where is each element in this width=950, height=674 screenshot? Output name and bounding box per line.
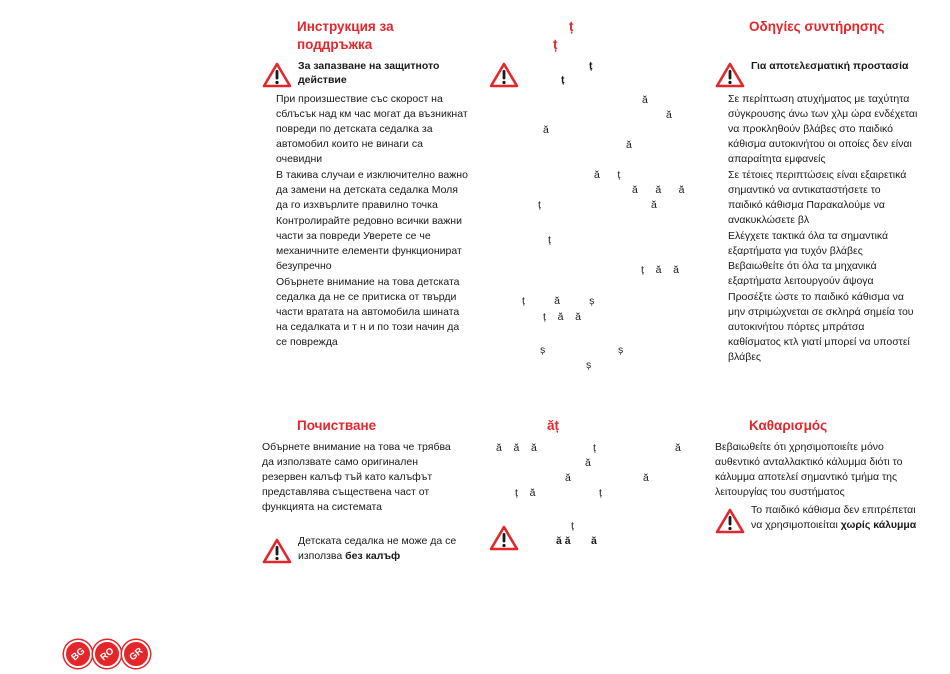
ro-text-fragment: ț bbox=[548, 234, 551, 246]
ro-text-fragment: ț ă ă bbox=[641, 264, 679, 276]
ro-text-fragment: ș bbox=[618, 344, 624, 356]
ro-text-fragment: ț bbox=[593, 442, 596, 454]
ro-text-fragment: ă bbox=[585, 457, 591, 469]
warning-icon bbox=[489, 525, 519, 551]
gr-cover-warning-text: Το παιδικό κάθισμα δεν επιτρέπεται να χρησιμοποιείται bbox=[751, 504, 916, 531]
ro-text-fragment: ă bbox=[565, 472, 571, 484]
gr-paragraph: Ελέγχετε τακτικά όλα τα σημαντικά εξαρτήματα για τυχόν βλάβες Βεβαιωθείτε ότι όλα τα μηχανικά εξαρτήματα λειτουργούν άψογα bbox=[728, 230, 889, 287]
ro-text-fragment: ș bbox=[586, 359, 592, 371]
bg-maintenance-title: Инструкция за поддръжка bbox=[297, 19, 394, 52]
language-badges bbox=[62, 636, 152, 670]
warning-icon bbox=[489, 62, 519, 88]
language-badge-gr: GR bbox=[116, 634, 155, 673]
ro-cover-warning-fragment: ă ă ă bbox=[556, 535, 597, 547]
warning-icon bbox=[715, 62, 745, 88]
gr-protection-warning: Για αποτελεσματική προστασία bbox=[751, 60, 909, 72]
ro-text-fragment: ă bbox=[626, 139, 632, 151]
ro-warning-fragment: ț bbox=[589, 60, 593, 72]
ro-text-fragment: ț bbox=[538, 199, 541, 211]
gr-maintenance-title: Οδηγίες συντήρησης bbox=[749, 19, 885, 34]
bg-protection-warning: За запазване на защитното действие bbox=[298, 60, 440, 86]
gr-cleaning-title: Καθαρισμός bbox=[749, 418, 828, 433]
ro-text-fragment: ț bbox=[599, 487, 602, 499]
bg-cover-warning bbox=[298, 534, 468, 564]
ro-text-fragment: ț ă ă bbox=[543, 311, 581, 323]
gr-paragraph: Σε περίπτωση ατυχήματος με ταχύτητα σύγκρουσης άνω των χλμ ώρα ενδέχεται να προκληθούν βλάβες στο παιδικό κάθισμα αυτοκινήτου οι οποίες δεν είναι απαραίτητα εμφανείς bbox=[728, 93, 918, 165]
language-badge-bg: BG bbox=[58, 634, 97, 673]
bg-cover-warning-bold: без калъф bbox=[345, 550, 401, 562]
ro-text-fragment: ă bbox=[651, 199, 657, 211]
ro-text-fragment: ț ă bbox=[515, 487, 536, 499]
ro-cleaning-title: ăț bbox=[547, 418, 560, 433]
gr-cleaning-text: Βεβαιωθείτε ότι χρησιμοποιείτε μόνο αυθεντικό ανταλλακτικό κάλυμμα διότι το κάλυμμα αποτελεί σημαντικό τμήμα της λειτουργίας του συστήματος bbox=[715, 441, 903, 498]
ro-text-fragment: ă ă ă bbox=[496, 442, 537, 454]
gr-cover-warning-bold: χωρίς κάλυμμα bbox=[840, 519, 917, 531]
bg-paragraph: Контролирайте редовно всички важни части за повреди Уверете се че механичните елементи функционират безупречно bbox=[276, 215, 462, 272]
ro-title-fragment: ț bbox=[569, 19, 574, 34]
bg-paragraphs bbox=[276, 92, 468, 351]
warning-icon bbox=[715, 508, 745, 534]
gr-paragraph: Προσέξτε ώστε το παιδικό κάθισμα να μην στριμώχνεται σε σκληρά σημεία του αυτοκινήτου πόρτες μπράτσα καθίσματος κτλ γιατί μπορεί να υποστεί βλάβες bbox=[728, 291, 914, 363]
ro-title-fragment: ț bbox=[553, 37, 558, 52]
gr-cover-warning bbox=[751, 503, 921, 533]
ro-text-fragment: ș bbox=[540, 344, 546, 356]
ro-text-fragment: ă bbox=[666, 109, 672, 121]
gr-paragraphs bbox=[728, 92, 918, 366]
ro-warning-fragment: ț bbox=[561, 74, 565, 86]
bg-cover-warning-text: Детската седалка не може да се използва bbox=[298, 535, 457, 562]
ro-text-fragment: ă bbox=[675, 442, 681, 454]
ro-text-fragment: ț ă ș bbox=[522, 295, 595, 307]
ro-text-fragment: ț bbox=[571, 520, 574, 532]
bg-cleaning-text: Обърнете внимание на това че трябва да използвате само оригинален резервен калъф тъй като калъфът представлява съществена част от функцията на системата bbox=[262, 441, 451, 513]
ro-text-fragment: ă bbox=[543, 124, 549, 136]
ro-text-fragment: ă ă ă bbox=[632, 184, 685, 196]
bg-paragraph: При произшествие със скорост на сблъсък над км час могат да възникнат повреди по детската седалка за автомобил които не винаги са очевидни bbox=[276, 93, 468, 165]
bg-paragraph: Обърнете внимание на това детската седалка да не се притиска от твърди части вратата на автомобила шината на седалката и т н и по този начин да се поврежда bbox=[276, 276, 460, 348]
ro-text-fragment: ă bbox=[643, 472, 649, 484]
bg-paragraph: В такива случаи е изключително важно да замени на детската седалка Моля да го изхвърлите правилно точка bbox=[276, 169, 468, 211]
warning-icon bbox=[262, 538, 292, 564]
gr-paragraph: Σε τέτοιες περιπτώσεις είναι εξαιρετικά σημαντικό να αντικαταστήσετε το παιδικό κάθισμα Παρακαλούμε να ανακυκλώσετε βλ bbox=[728, 169, 907, 226]
warning-icon bbox=[262, 62, 292, 88]
ro-text-fragment: ă bbox=[642, 94, 648, 106]
bg-cleaning-title: Почистване bbox=[297, 418, 377, 433]
ro-text-fragment: ă ț bbox=[594, 169, 621, 181]
language-badge-ro: RO bbox=[87, 634, 126, 673]
